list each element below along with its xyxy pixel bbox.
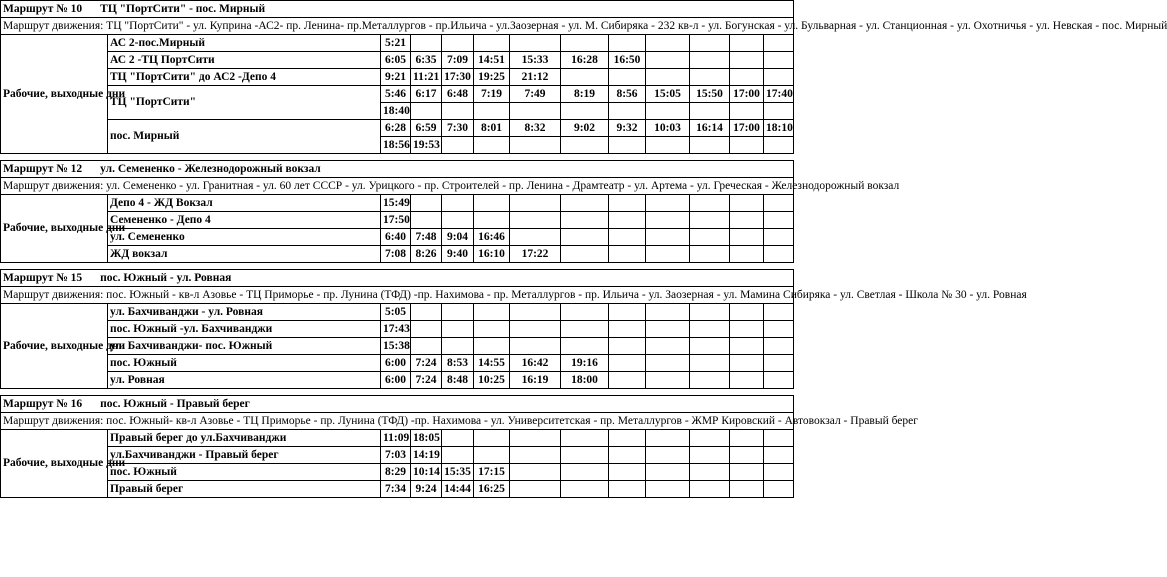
departure-time: 7:34 — [381, 481, 411, 498]
stop-name: ул.Бахчиванджи - Правый берег — [108, 447, 381, 464]
departure-time — [690, 372, 730, 389]
departure-time — [561, 464, 609, 481]
departure-time: 6:05 — [381, 52, 411, 69]
departure-time: 18:10 — [764, 120, 794, 137]
departure-time — [730, 447, 764, 464]
departure-time — [561, 69, 609, 86]
departure-time — [609, 246, 646, 263]
departure-time: 18:56 — [381, 137, 411, 154]
departure-time — [764, 35, 794, 52]
departure-time — [730, 195, 764, 212]
departure-time: 16:50 — [609, 52, 646, 69]
departure-time — [730, 464, 764, 481]
departure-time — [764, 372, 794, 389]
departure-time: 9:24 — [411, 481, 442, 498]
departure-time: 15:33 — [510, 52, 561, 69]
departure-time — [561, 447, 609, 464]
departure-time — [646, 229, 690, 246]
route-header — [1, 396, 794, 413]
departure-time — [609, 355, 646, 372]
departure-time — [730, 372, 764, 389]
separator-cell — [1, 154, 794, 161]
departure-time — [474, 304, 510, 321]
departure-time — [442, 338, 474, 355]
departure-time — [442, 103, 474, 120]
departure-time: 6:17 — [411, 86, 442, 103]
route-name: ул. Семененко - Железнодорожный вокзал — [100, 162, 321, 175]
departure-time — [730, 338, 764, 355]
departure-time — [764, 69, 794, 86]
days-label: Рабочие, выходные дни — [1, 430, 108, 498]
departure-time: 16:14 — [690, 120, 730, 137]
departure-time: 11:21 — [411, 69, 442, 86]
departure-time: 7:08 — [381, 246, 411, 263]
departure-time: 17:43 — [381, 321, 411, 338]
schedule-row — [1, 35, 794, 52]
schedule-row — [1, 52, 794, 69]
departure-time: 6:35 — [411, 52, 442, 69]
departure-time — [510, 35, 561, 52]
departure-time — [690, 69, 730, 86]
departure-time: 16:25 — [474, 481, 510, 498]
departure-time — [646, 212, 690, 229]
departure-time — [646, 481, 690, 498]
departure-time: 8:53 — [442, 355, 474, 372]
departure-time: 18:40 — [381, 103, 411, 120]
departure-time: 17:00 — [730, 86, 764, 103]
departure-time — [730, 304, 764, 321]
route-description-row — [1, 413, 794, 430]
departure-time: 10:14 — [411, 464, 442, 481]
departure-time: 14:55 — [474, 355, 510, 372]
departure-time: 14:19 — [411, 447, 442, 464]
departure-time: 16:42 — [510, 355, 561, 372]
departure-time — [609, 212, 646, 229]
departure-time — [609, 481, 646, 498]
departure-time — [510, 481, 561, 498]
departure-time: 9:40 — [442, 246, 474, 263]
route-separator — [1, 263, 794, 270]
departure-time — [764, 304, 794, 321]
departure-time: 17:15 — [474, 464, 510, 481]
route-title — [1, 1, 794, 18]
departure-time: 19:53 — [411, 137, 442, 154]
departure-time — [730, 229, 764, 246]
route-title — [1, 396, 794, 413]
departure-time — [411, 195, 442, 212]
departure-time: 8:19 — [561, 86, 609, 103]
departure-time — [474, 195, 510, 212]
departure-time: 9:04 — [442, 229, 474, 246]
departure-time — [690, 321, 730, 338]
departure-time — [510, 321, 561, 338]
departure-time — [561, 304, 609, 321]
departure-time — [442, 304, 474, 321]
departure-time — [561, 481, 609, 498]
departure-time — [411, 321, 442, 338]
departure-time — [561, 338, 609, 355]
departure-time: 16:10 — [474, 246, 510, 263]
departure-time — [561, 103, 609, 120]
departure-time — [764, 246, 794, 263]
departure-time — [764, 355, 794, 372]
departure-time — [730, 212, 764, 229]
departure-time — [646, 321, 690, 338]
departure-time: 21:12 — [510, 69, 561, 86]
departure-time: 6:00 — [381, 372, 411, 389]
route-description-row — [1, 287, 794, 304]
departure-time: 10:25 — [474, 372, 510, 389]
departure-time: 6:59 — [411, 120, 442, 137]
departure-time — [561, 137, 609, 154]
departure-time — [609, 447, 646, 464]
departure-time: 7:24 — [411, 355, 442, 372]
departure-time — [609, 137, 646, 154]
departure-time: 16:28 — [561, 52, 609, 69]
departure-time: 19:25 — [474, 69, 510, 86]
departure-time: 8:26 — [411, 246, 442, 263]
departure-time — [609, 321, 646, 338]
departure-time: 6:48 — [442, 86, 474, 103]
departure-time — [646, 195, 690, 212]
stop-name: пос. Южный — [108, 464, 381, 481]
departure-time — [690, 447, 730, 464]
schedule-row — [1, 338, 794, 355]
stop-name: ул. Семененко — [108, 229, 381, 246]
departure-time — [690, 355, 730, 372]
stop-name: ул. Бахчиванджи- пос. Южный — [108, 338, 381, 355]
departure-time — [646, 464, 690, 481]
departure-time — [474, 137, 510, 154]
departure-time: 8:29 — [381, 464, 411, 481]
departure-time — [411, 35, 442, 52]
departure-time: 6:28 — [381, 120, 411, 137]
departure-time — [510, 212, 561, 229]
departure-time — [646, 137, 690, 154]
stop-name: АС 2 -ТЦ ПортСити — [108, 52, 381, 69]
departure-time — [764, 338, 794, 355]
departure-time — [690, 195, 730, 212]
departure-time — [730, 355, 764, 372]
departure-time: 19:16 — [561, 355, 609, 372]
departure-time: 5:05 — [381, 304, 411, 321]
departure-time — [442, 321, 474, 338]
days-label: Рабочие, выходные дни — [1, 35, 108, 154]
route-header — [1, 270, 794, 287]
departure-time: 8:56 — [609, 86, 646, 103]
departure-time — [609, 304, 646, 321]
departure-time — [442, 137, 474, 154]
departure-time — [561, 35, 609, 52]
departure-time: 8:32 — [510, 120, 561, 137]
departure-time: 17:00 — [730, 120, 764, 137]
departure-time — [690, 137, 730, 154]
departure-time: 11:09 — [381, 430, 411, 447]
departure-time — [764, 103, 794, 120]
departure-time — [646, 372, 690, 389]
departure-time — [764, 229, 794, 246]
departure-time — [510, 229, 561, 246]
departure-time: 6:40 — [381, 229, 411, 246]
departure-time — [730, 246, 764, 263]
route-separator — [1, 389, 794, 396]
departure-time — [510, 304, 561, 321]
departure-time — [442, 447, 474, 464]
days-label: Рабочие, выходные дни — [1, 304, 108, 389]
stop-name: ТЦ "ПортСити" до АС2 -Депо 4 — [108, 69, 381, 86]
schedule-row — [1, 430, 794, 447]
departure-time — [510, 464, 561, 481]
schedule-row — [1, 321, 794, 338]
departure-time — [764, 137, 794, 154]
departure-time — [510, 430, 561, 447]
route-number: Маршрут № 15 — [3, 271, 83, 284]
departure-time: 9:32 — [609, 120, 646, 137]
departure-time: 15:35 — [442, 464, 474, 481]
departure-time — [690, 481, 730, 498]
departure-time — [764, 321, 794, 338]
schedule-row — [1, 481, 794, 498]
departure-time — [609, 35, 646, 52]
departure-time: 17:30 — [442, 69, 474, 86]
stop-name: Правый берег — [108, 481, 381, 498]
departure-time — [764, 447, 794, 464]
departure-time — [442, 35, 474, 52]
departure-time — [510, 103, 561, 120]
schedule-row — [1, 120, 794, 137]
departure-time — [646, 430, 690, 447]
departure-time — [690, 246, 730, 263]
departure-time: 7:24 — [411, 372, 442, 389]
departure-time: 7:03 — [381, 447, 411, 464]
route-description: Маршрут движения: ул. Семененко - ул. Гранитная - ул. 60 лет СССР - ул. Урицкого - пр. Строителей - пр. Ленина - Драмтеатр - ул. Артема - ул. Греческая - Железнодорожный вокзал — [1, 178, 794, 195]
stop-name: пос. Южный — [108, 355, 381, 372]
departure-time: 18:00 — [561, 372, 609, 389]
departure-time — [510, 447, 561, 464]
departure-time — [474, 212, 510, 229]
schedule-row — [1, 304, 794, 321]
departure-time — [690, 35, 730, 52]
departure-time — [764, 430, 794, 447]
departure-time — [561, 229, 609, 246]
schedule-row — [1, 464, 794, 481]
departure-time — [764, 464, 794, 481]
schedule-row — [1, 355, 794, 372]
route-description-row — [1, 18, 794, 35]
departure-time — [510, 137, 561, 154]
stop-name: АС 2-пос.Мирный — [108, 35, 381, 52]
departure-time — [474, 103, 510, 120]
departure-time — [646, 338, 690, 355]
departure-time — [730, 52, 764, 69]
departure-time — [411, 212, 442, 229]
departure-time — [690, 103, 730, 120]
departure-time: 17:40 — [764, 86, 794, 103]
schedule-row — [1, 372, 794, 389]
schedule-row — [1, 195, 794, 212]
stop-name: пос. Мирный — [108, 120, 381, 154]
departure-time — [690, 229, 730, 246]
departure-time: 15:50 — [690, 86, 730, 103]
schedule-row — [1, 246, 794, 263]
departure-time — [411, 304, 442, 321]
route-number: Маршрут № 12 — [3, 162, 83, 175]
departure-time: 8:01 — [474, 120, 510, 137]
departure-time: 18:05 — [411, 430, 442, 447]
departure-time: 5:21 — [381, 35, 411, 52]
departure-time — [690, 304, 730, 321]
departure-time: 15:38 — [381, 338, 411, 355]
departure-time — [730, 481, 764, 498]
route-name: пос. Южный - ул. Ровная — [100, 271, 232, 284]
departure-time — [730, 103, 764, 120]
separator-cell — [1, 389, 794, 396]
schedule-row — [1, 447, 794, 464]
departure-time — [646, 355, 690, 372]
stop-name: пос. Южный -ул. Бахчиванджи — [108, 321, 381, 338]
stop-name: Семененко - Депо 4 — [108, 212, 381, 229]
route-separator — [1, 154, 794, 161]
departure-time — [442, 195, 474, 212]
departure-time — [609, 103, 646, 120]
route-header — [1, 1, 794, 18]
departure-time — [646, 304, 690, 321]
departure-time — [646, 69, 690, 86]
departure-time: 5:46 — [381, 86, 411, 103]
departure-time — [561, 195, 609, 212]
schedule-row — [1, 229, 794, 246]
departure-time — [474, 430, 510, 447]
departure-time — [510, 338, 561, 355]
route-number: Маршрут № 16 — [3, 397, 83, 410]
departure-time: 7:49 — [510, 86, 561, 103]
departure-time: 14:44 — [442, 481, 474, 498]
departure-time: 7:30 — [442, 120, 474, 137]
days-label: Рабочие, выходные дни — [1, 195, 108, 263]
departure-time — [561, 212, 609, 229]
departure-time — [609, 229, 646, 246]
departure-time — [730, 35, 764, 52]
departure-time — [510, 195, 561, 212]
departure-time: 15:49 — [381, 195, 411, 212]
departure-time — [474, 338, 510, 355]
stop-name: Правый берег до ул.Бахчиванджи — [108, 430, 381, 447]
departure-time: 9:21 — [381, 69, 411, 86]
departure-time: 17:22 — [510, 246, 561, 263]
departure-time — [730, 430, 764, 447]
departure-time — [609, 195, 646, 212]
departure-time — [730, 137, 764, 154]
route-number: Маршрут № 10 — [3, 2, 83, 15]
route-description-row — [1, 178, 794, 195]
departure-time — [442, 430, 474, 447]
departure-time — [442, 212, 474, 229]
stop-name: ул. Бахчиванджи - ул. Ровная — [108, 304, 381, 321]
departure-time — [609, 372, 646, 389]
route-name: ТЦ "ПортСити" - пос. Мирный — [100, 2, 266, 15]
route-name: пос. Южный - Правый берег — [100, 397, 250, 410]
departure-time — [609, 338, 646, 355]
schedule-row — [1, 69, 794, 86]
route-description: Маршрут движения: пос. Южный- кв-л Азовье - ТЦ Приморье - пр. Лунина (ТФД) -пр. Нахимова - ул. Университетская - пр. Металлургов - ЖМР Кировский - Автовокзал - Правый берег — [1, 413, 794, 430]
departure-time — [690, 212, 730, 229]
departure-time: 7:19 — [474, 86, 510, 103]
stop-name: ул. Ровная — [108, 372, 381, 389]
departure-time — [690, 464, 730, 481]
departure-time: 16:19 — [510, 372, 561, 389]
departure-time — [609, 69, 646, 86]
stop-name: ЖД вокзал — [108, 246, 381, 263]
departure-time: 17:50 — [381, 212, 411, 229]
stop-name: Депо 4 - ЖД Вокзал — [108, 195, 381, 212]
departure-time — [646, 447, 690, 464]
departure-time — [561, 246, 609, 263]
departure-time — [690, 430, 730, 447]
departure-time — [646, 246, 690, 263]
departure-time — [764, 212, 794, 229]
departure-time: 16:46 — [474, 229, 510, 246]
departure-time — [474, 447, 510, 464]
departure-time — [764, 481, 794, 498]
departure-time — [411, 103, 442, 120]
departure-time — [609, 430, 646, 447]
departure-time: 14:51 — [474, 52, 510, 69]
departure-time — [646, 35, 690, 52]
departure-time: 15:05 — [646, 86, 690, 103]
departure-time — [474, 321, 510, 338]
departure-time — [561, 321, 609, 338]
route-description: Маршрут движения: пос. Южный - кв-л Азовье - ТЦ Приморье - пр. Лунина (ТФД) -пр. Нахимова - пр. Металлургов - пр. Ильича - ул. Заозерная - ул. Мамина Сибиряка - ул. Светлая - Школа № 30 - ул. Ровная — [1, 287, 794, 304]
departure-time — [646, 52, 690, 69]
departure-time: 8:48 — [442, 372, 474, 389]
departure-time — [690, 52, 730, 69]
schedule-row — [1, 212, 794, 229]
route-title — [1, 270, 794, 287]
stop-name: ТЦ "ПортСити" — [108, 86, 381, 120]
departure-time — [646, 103, 690, 120]
departure-time: 7:48 — [411, 229, 442, 246]
separator-cell — [1, 263, 794, 270]
departure-time: 7:09 — [442, 52, 474, 69]
departure-time — [690, 338, 730, 355]
departure-time — [474, 35, 510, 52]
departure-time: 6:00 — [381, 355, 411, 372]
departure-time — [561, 430, 609, 447]
route-description: Маршрут движения: ТЦ "ПортСити" - ул. Куприна -АС2- пр. Ленина- пр.Металлургов - пр.Ильича - ул.Заозерная - ул. М. Сибиряка - 232 кв-л - ул. Богунская - ул. Бульварная - ул. Станционная - ул. Охотничья - ул. Невская - пос. Мирный — [1, 18, 794, 35]
departure-time — [764, 52, 794, 69]
departure-time — [411, 338, 442, 355]
route-title — [1, 161, 794, 178]
departure-time — [730, 69, 764, 86]
departure-time — [609, 464, 646, 481]
departure-time: 9:02 — [561, 120, 609, 137]
departure-time — [730, 321, 764, 338]
departure-time: 10:03 — [646, 120, 690, 137]
route-header — [1, 161, 794, 178]
departure-time — [764, 195, 794, 212]
